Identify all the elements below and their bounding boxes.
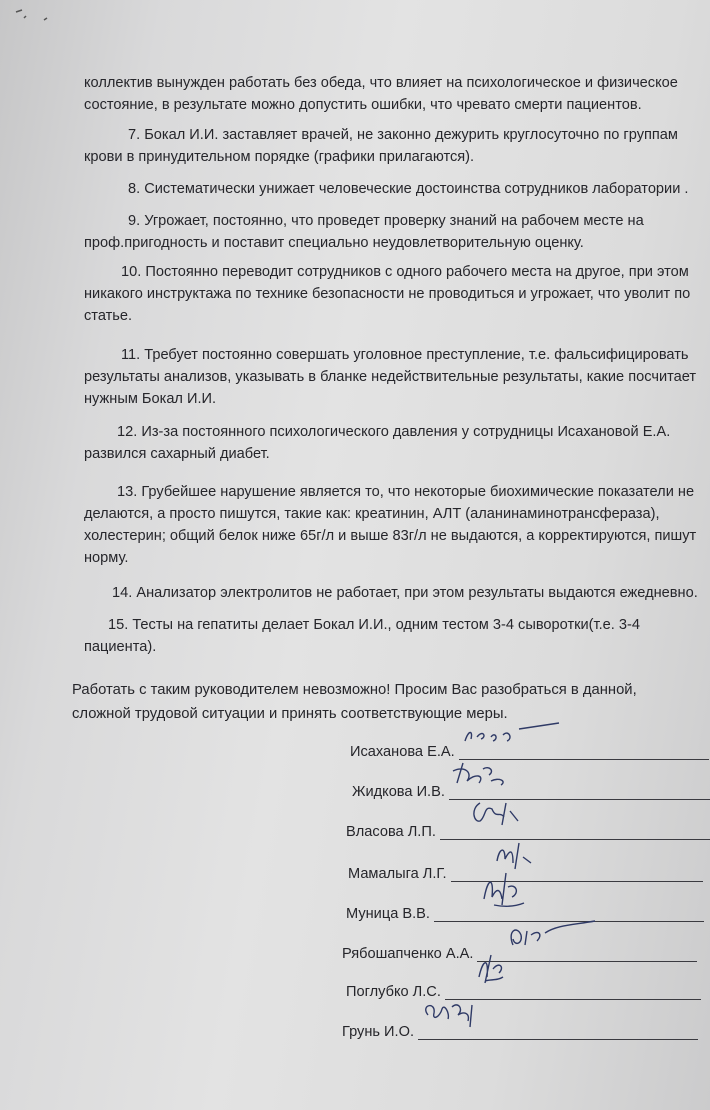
signatory-name: Мамалыга Л.Г. bbox=[348, 866, 447, 882]
complaint-item-12 bbox=[84, 421, 708, 465]
text-line: состояние, в результате можно допустить ошибки, что чревато смерти пациентов. bbox=[84, 97, 642, 113]
signatory-name: Муница В.В. bbox=[346, 906, 430, 922]
text-line: проф.пригодность и поставит специально неудовлетворительную оценку. bbox=[84, 235, 584, 251]
signature-line bbox=[440, 819, 710, 840]
complaint-item-8 bbox=[84, 178, 708, 200]
closing-paragraph bbox=[72, 678, 702, 726]
text-line: холестерин; общий белок ниже 65г/л и выше 83г/л не выдаются, а корректируются, пишут bbox=[84, 528, 697, 544]
text-line: 10. Постоянно переводит сотрудников с одного рабочего места на другое, при этом bbox=[121, 264, 689, 280]
text-line: 15. Тесты на гепатиты делает Бокал И.И., одним тестом 3-4 сыворотки(т.е. 3-4 bbox=[108, 617, 640, 633]
text-line: крови в принудительном порядке (графики прилагаются). bbox=[84, 149, 475, 165]
text-line: коллектив вынужден работать без обеда, что влияет на психологическое и физическое bbox=[84, 75, 678, 91]
text-line: статье. bbox=[84, 308, 133, 324]
handwritten-signature bbox=[459, 723, 579, 763]
complaint-item-10 bbox=[84, 261, 708, 327]
handwritten-signature bbox=[434, 877, 554, 925]
text-line: 14. Анализатор электролитов не работает, при этом результаты выдаются ежедневно. bbox=[112, 585, 698, 601]
text-line: 13. Грубейшее нарушение является то, что некоторые биохимические показатели не bbox=[117, 484, 695, 500]
text-line: норму. bbox=[84, 550, 129, 566]
text-line: сложной трудовой ситуации и принять соответствующие меры. bbox=[72, 706, 508, 722]
signature-line bbox=[459, 739, 709, 760]
signatory-name: Поглубко Л.С. bbox=[346, 984, 441, 1000]
text-line: 7. Бокал И.И. заставляет врачей, не законно дежурить круглосуточно по группам bbox=[128, 127, 678, 143]
signatory-row bbox=[346, 814, 710, 840]
text-line: 12. Из-за постоянного психологического давления у сотрудницы Исахановой Е.А. bbox=[117, 424, 671, 440]
signatory-row bbox=[342, 1014, 698, 1040]
handwritten-signature bbox=[449, 763, 569, 803]
signatory-name: Грунь И.О. bbox=[342, 1024, 414, 1040]
continuation-paragraph bbox=[84, 72, 708, 116]
handwritten-signature bbox=[440, 799, 560, 843]
text-line: 11. Требует постоянно совершать уголовное преступление, т.е. фальсифицировать bbox=[121, 347, 689, 363]
complaint-item-14 bbox=[84, 582, 708, 604]
text-line: результаты анализов, указывать в бланке недействительные результаты, какие посчитает bbox=[84, 369, 697, 385]
text-line: развился сахарный диабет. bbox=[84, 446, 270, 462]
signatory-name: Жидкова И.В. bbox=[352, 784, 445, 800]
signatory-row bbox=[350, 734, 709, 760]
signatory-row bbox=[346, 896, 704, 922]
signature-line bbox=[449, 779, 710, 800]
complaint-item-13 bbox=[84, 481, 708, 569]
text-line: 9. Угрожает, постоянно, что проведет проверку знаний на рабочем месте на bbox=[128, 213, 644, 229]
signatory-name: Власова Л.П. bbox=[346, 824, 436, 840]
text-line: делаются, а просто пишутся, такие как: креатинин, АЛТ (аланинаминотрансфераза), bbox=[84, 506, 660, 522]
signatory-row bbox=[346, 974, 701, 1000]
text-line: никакого инструктажа по технике безопасности не проводиться и угрожает, что уволит по bbox=[84, 286, 691, 302]
text-line: нужным Бокал И.И. bbox=[84, 391, 217, 407]
complaint-item-7 bbox=[84, 124, 708, 168]
handwritten-signature bbox=[418, 999, 538, 1043]
text-line: пациента). bbox=[84, 639, 157, 655]
signature-line bbox=[434, 901, 704, 922]
signatory-name: Рябошапченко А.А. bbox=[342, 946, 474, 962]
signature-line bbox=[418, 1019, 698, 1040]
corner-scribble-mark bbox=[14, 8, 54, 28]
handwritten-signature bbox=[445, 955, 565, 1003]
complaint-item-9 bbox=[84, 210, 708, 254]
text-line: Работать с таким руководителем невозможно! Просим Вас разобраться в данной, bbox=[72, 682, 637, 698]
signatory-row bbox=[352, 774, 710, 800]
signature-line bbox=[445, 979, 701, 1000]
signatory-name: Исаханова Е.А. bbox=[350, 744, 455, 760]
complaint-item-11 bbox=[84, 344, 708, 410]
complaint-item-15 bbox=[84, 614, 708, 658]
text-line: 8. Систематически унижает человеческие достоинства сотрудников лаборатории . bbox=[128, 181, 689, 197]
